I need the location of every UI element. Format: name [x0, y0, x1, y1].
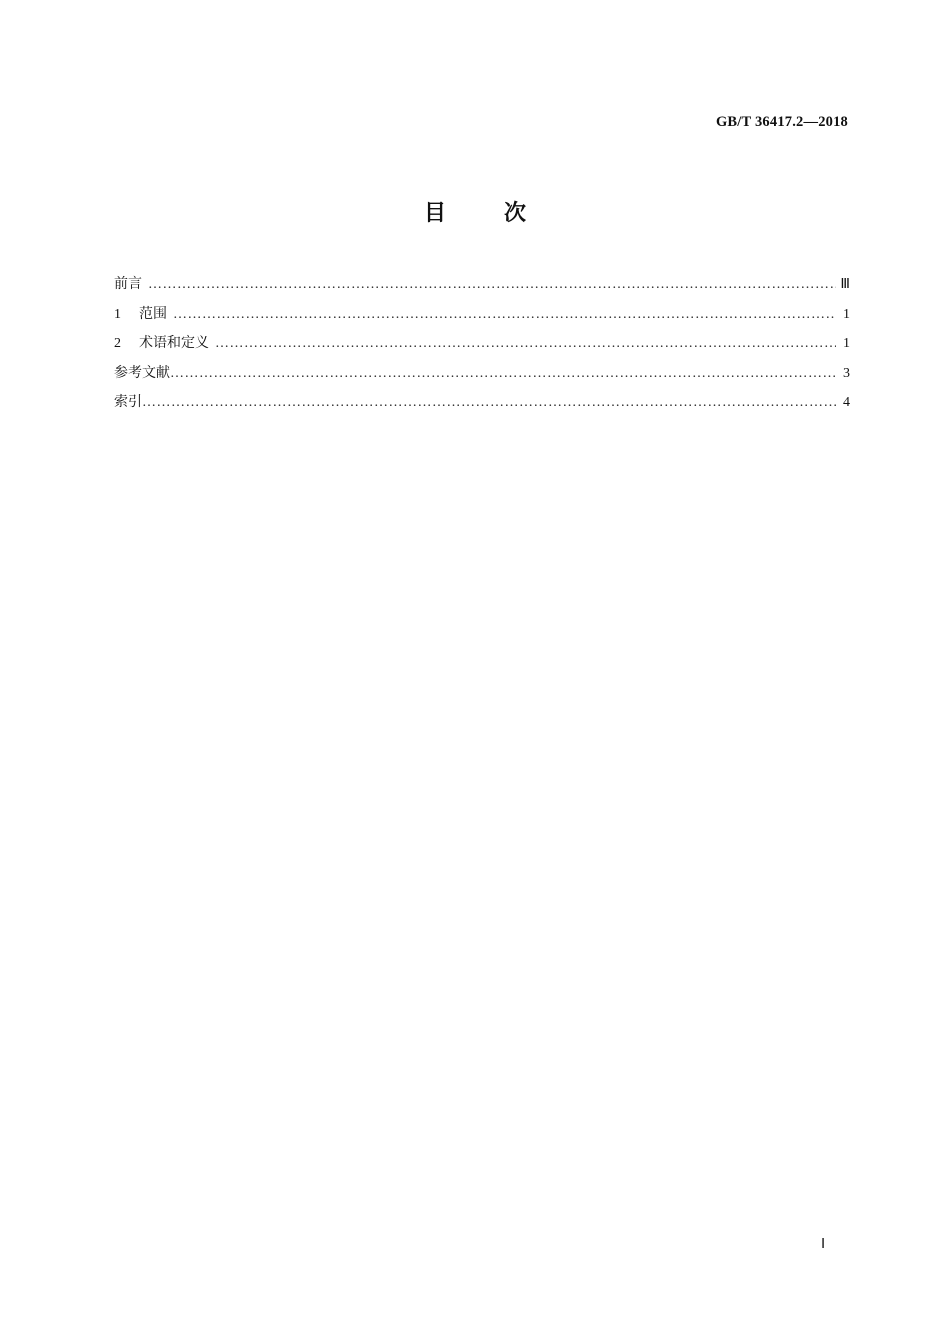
toc-item-page: 3	[843, 365, 850, 381]
toc-item-label: 参考文献	[114, 364, 170, 381]
toc-leader-dots	[148, 270, 836, 300]
toc-item-scope[interactable]	[114, 300, 850, 330]
toc-leader-dots	[173, 300, 836, 330]
toc-item-page: 4	[843, 395, 850, 410]
toc-leader-dots	[170, 359, 836, 389]
standard-code: GB/T 36417.2—2018	[715, 114, 848, 130]
toc-leader-dots	[142, 388, 836, 418]
toc-item-index[interactable]	[114, 388, 850, 418]
toc-item-number: 2	[114, 336, 121, 351]
table-of-contents	[114, 270, 850, 418]
toc-item-terms[interactable]	[114, 329, 850, 359]
toc-item-label: 索引	[114, 394, 142, 410]
toc-item-page: 1	[843, 306, 850, 322]
toc-item-label: 术语和定义	[139, 335, 209, 351]
toc-title: 目次	[423, 201, 584, 226]
page-number: Ⅰ	[821, 1237, 826, 1252]
toc-leader-dots	[215, 329, 836, 359]
toc-item-number: 1	[114, 306, 121, 322]
toc-item-bibliography[interactable]	[114, 359, 850, 389]
toc-item-label: 前言	[114, 276, 142, 292]
toc-item-page: 1	[843, 336, 850, 351]
toc-item-foreword[interactable]	[114, 270, 850, 300]
toc-item-page: Ⅲ	[840, 277, 850, 292]
toc-item-label: 范围	[139, 305, 167, 322]
